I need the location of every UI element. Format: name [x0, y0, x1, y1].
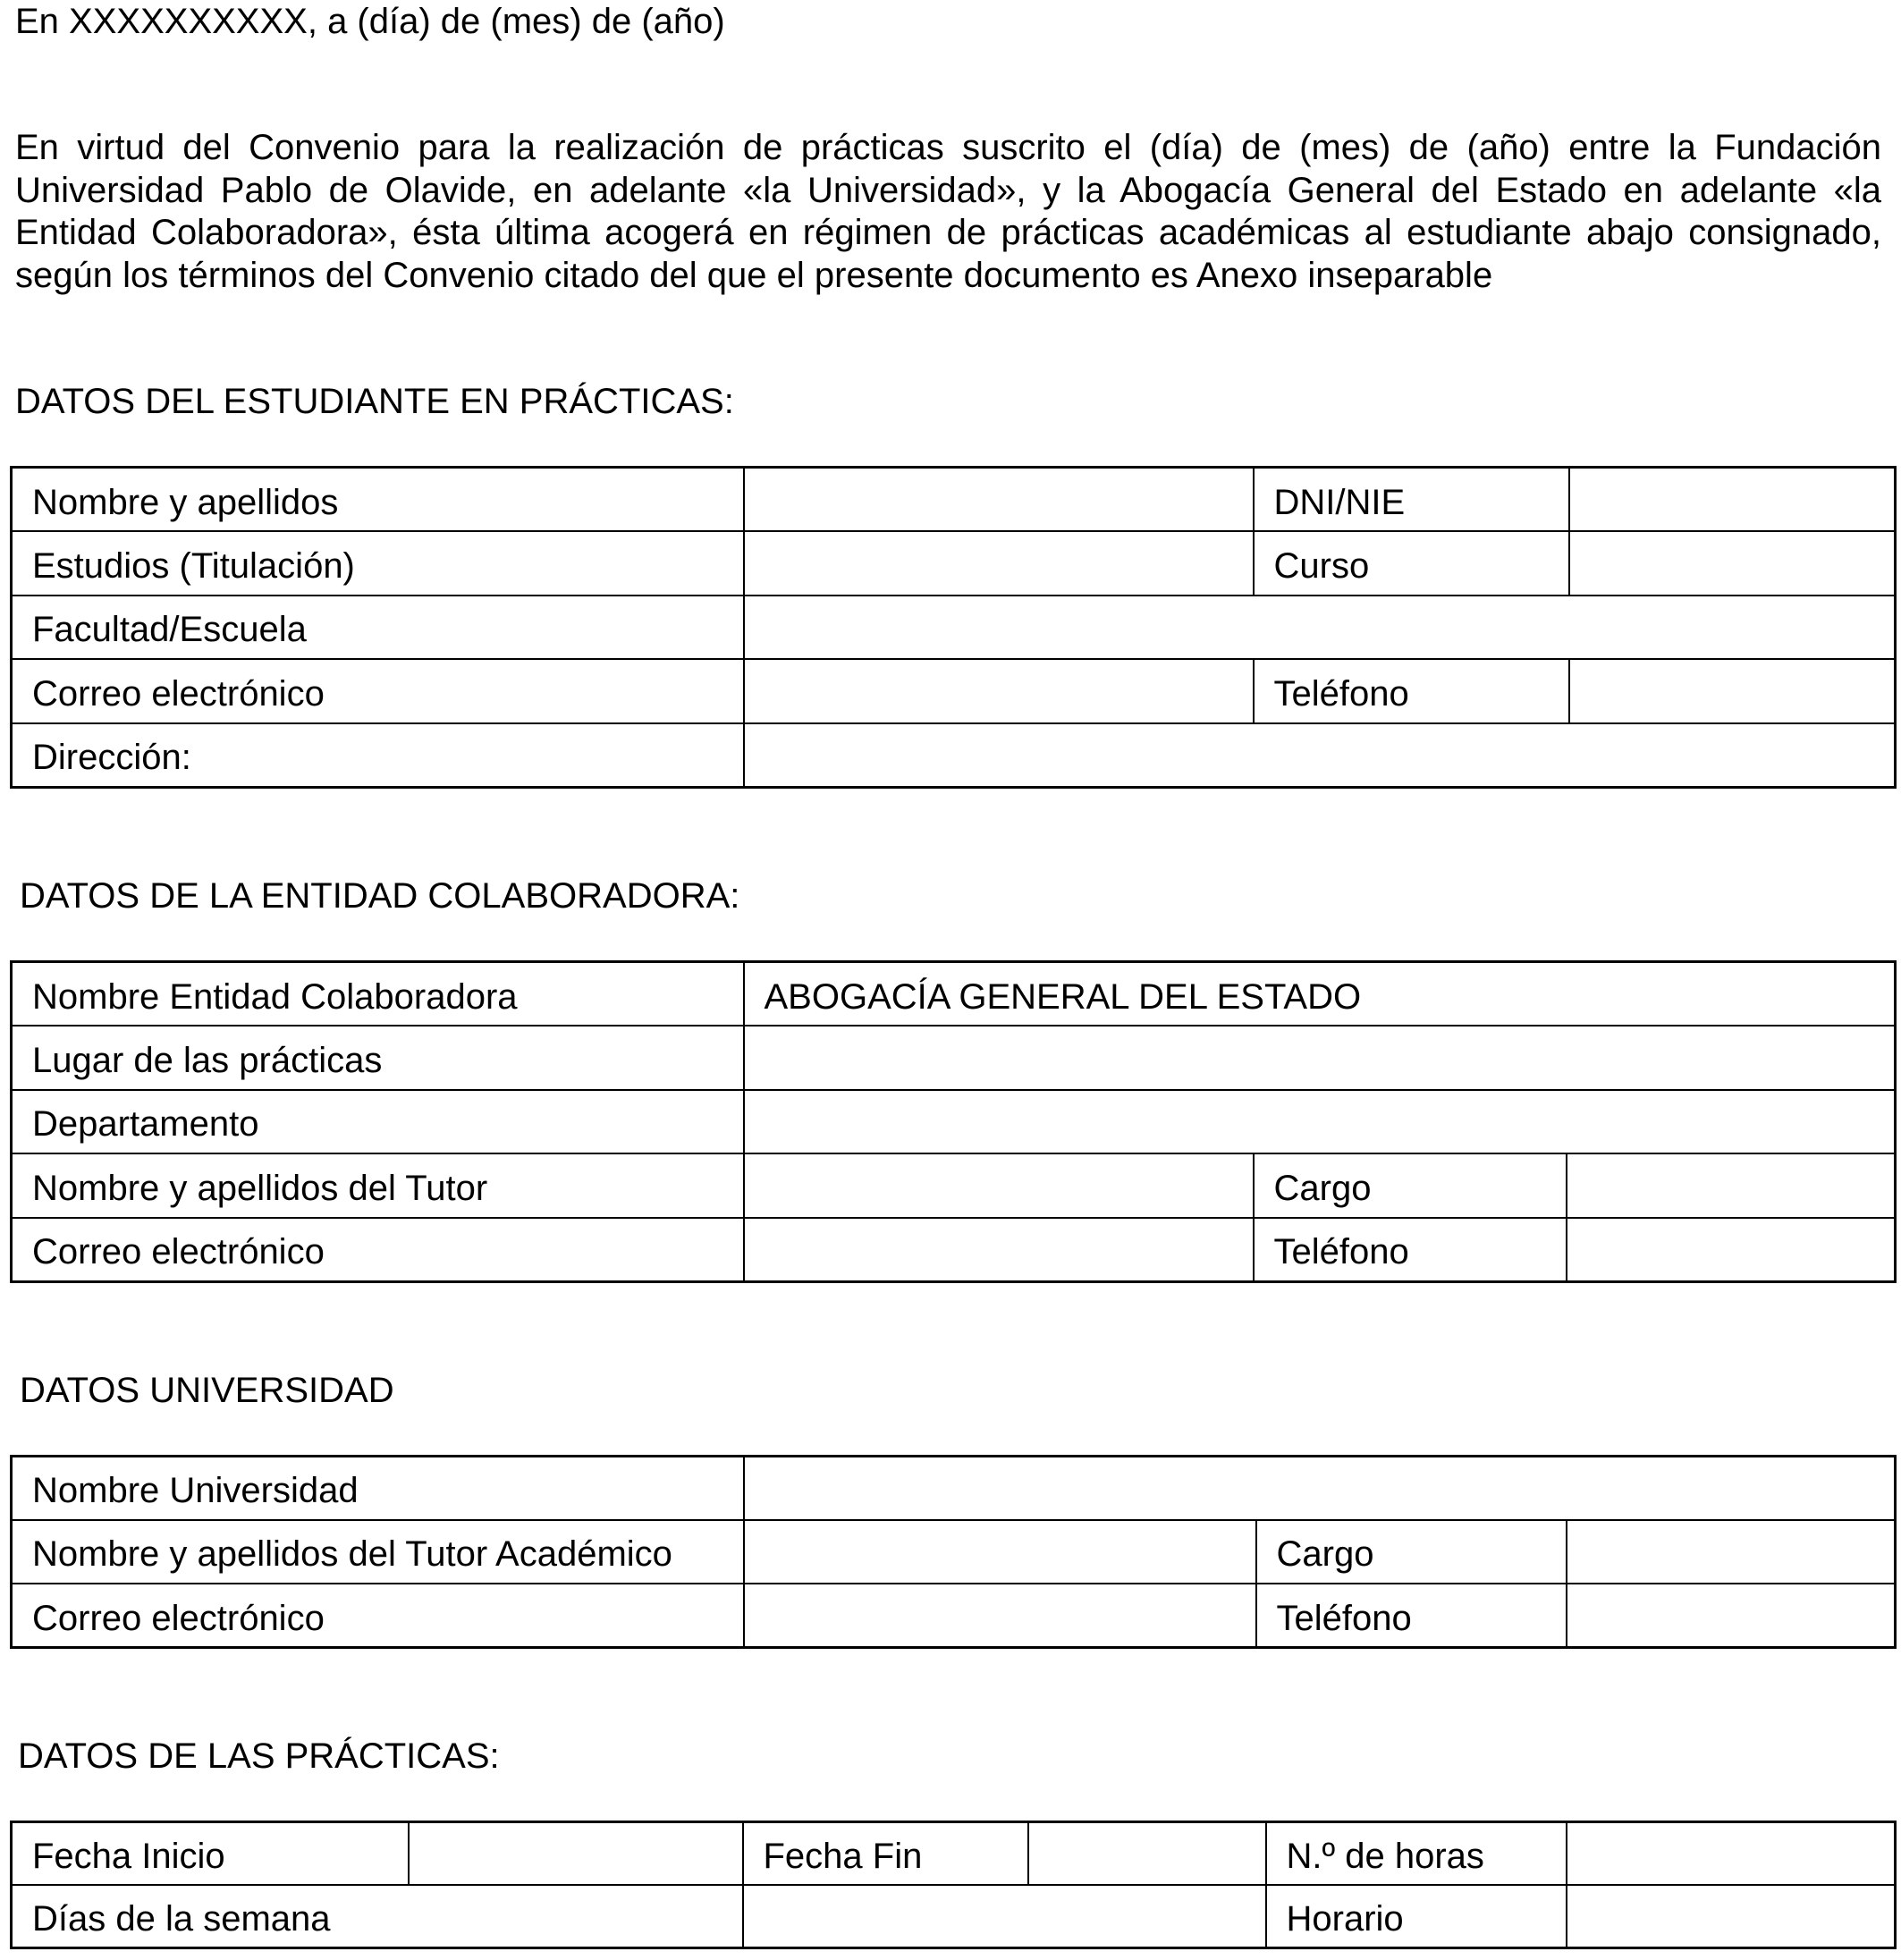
- table-row: [12, 1218, 1896, 1282]
- section-heading-practicas: DATOS DE LAS PRÁCTICAS:: [18, 1736, 500, 1776]
- place-date-line: En XXXXXXXXXX, a (día) de (mes) de (año): [15, 2, 725, 41]
- field-label: Teléfono: [1256, 1584, 1567, 1647]
- table-entidad: [10, 960, 1897, 1283]
- field-label: Cargo: [1254, 1153, 1567, 1218]
- field-label: Cargo: [1256, 1520, 1567, 1584]
- table-practicas: [10, 1821, 1897, 1949]
- field-value-cell[interactable]: [744, 596, 1896, 660]
- field-label: Días de la semana: [12, 1885, 743, 1948]
- field-value-cell[interactable]: [1567, 1218, 1896, 1282]
- field-label: Nombre Universidad: [12, 1457, 744, 1520]
- field-value-cell[interactable]: [743, 1885, 1266, 1948]
- table-row: [12, 468, 1896, 532]
- field-label: ABOGACÍA GENERAL DEL ESTADO: [744, 962, 1896, 1026]
- field-value-cell[interactable]: [1569, 531, 1896, 596]
- field-label: Correo electrónico: [12, 659, 744, 723]
- table-row: [12, 723, 1896, 788]
- table-row: [12, 659, 1896, 723]
- field-value-cell[interactable]: [744, 531, 1254, 596]
- field-label: Nombre y apellidos: [12, 468, 744, 532]
- table-row: [12, 1885, 1896, 1948]
- table-row: [12, 1026, 1896, 1090]
- field-label: Nombre Entidad Colaboradora: [12, 962, 744, 1026]
- field-value-cell[interactable]: [744, 1026, 1896, 1090]
- field-value-cell[interactable]: [744, 1090, 1896, 1154]
- field-value-cell[interactable]: [744, 1218, 1254, 1282]
- table-universidad: [10, 1455, 1897, 1649]
- field-value-cell[interactable]: [1028, 1822, 1266, 1886]
- field-label: Fecha Fin: [743, 1822, 1028, 1886]
- field-value-cell[interactable]: [744, 1153, 1254, 1218]
- field-value-cell[interactable]: [1567, 1822, 1896, 1886]
- field-value-cell[interactable]: [744, 1457, 1896, 1520]
- field-value-cell[interactable]: [744, 468, 1254, 532]
- field-label: Estudios (Titulación): [12, 531, 744, 596]
- field-label: N.º de horas: [1266, 1822, 1567, 1886]
- field-value-cell[interactable]: [1567, 1520, 1896, 1584]
- field-label: Lugar de las prácticas: [12, 1026, 744, 1090]
- field-label: Horario: [1266, 1885, 1567, 1948]
- field-label: Facultad/Escuela: [12, 596, 744, 660]
- table-row: [12, 1090, 1896, 1154]
- section-heading-estudiante: DATOS DEL ESTUDIANTE EN PRÁCTICAS:: [15, 382, 734, 421]
- field-value-cell[interactable]: [1567, 1153, 1896, 1218]
- field-value-cell[interactable]: [1569, 659, 1896, 723]
- field-label: Teléfono: [1254, 659, 1569, 723]
- field-label: DNI/NIE: [1254, 468, 1569, 532]
- section-heading-universidad: DATOS UNIVERSIDAD: [20, 1371, 394, 1410]
- field-value-cell[interactable]: [409, 1822, 743, 1886]
- field-value-cell[interactable]: [744, 659, 1254, 723]
- table-row: [12, 1822, 1896, 1886]
- table-row: [12, 1584, 1896, 1647]
- field-label: Nombre y apellidos del Tutor Académico: [12, 1520, 744, 1584]
- field-value-cell[interactable]: [1569, 468, 1896, 532]
- field-value-cell[interactable]: [744, 1520, 1256, 1584]
- table-row: [12, 1153, 1896, 1218]
- field-value-cell[interactable]: [1567, 1584, 1896, 1647]
- table-row: [12, 596, 1896, 660]
- field-label: Departamento: [12, 1090, 744, 1154]
- field-value-cell[interactable]: [1567, 1885, 1896, 1948]
- field-value-cell[interactable]: [744, 723, 1896, 788]
- intro-paragraph: En virtud del Convenio para la realización de prácticas suscrito el (día) de (mes) de (año) entre la Fundación Universidad Pablo de Olavide, en adelante «la Universidad», y la Abogacía General del Estado en adelante «la Entidad Colaboradora», ésta última acogerá en régimen de prácticas académicas al estudiante abajo consignado, según los términos del Convenio citado del que el presente documento es Anexo inseparable: [15, 128, 1881, 295]
- table-row: [12, 962, 1896, 1026]
- table-row: [12, 1457, 1896, 1520]
- field-label: Correo electrónico: [12, 1584, 744, 1647]
- field-label: Dirección:: [12, 723, 744, 788]
- table-row: [12, 531, 1896, 596]
- field-label: Teléfono: [1254, 1218, 1567, 1282]
- table-estudiante: [10, 466, 1897, 789]
- table-row: [12, 1520, 1896, 1584]
- field-label: Nombre y apellidos del Tutor: [12, 1153, 744, 1218]
- field-label: Fecha Inicio: [12, 1822, 409, 1886]
- field-value-cell[interactable]: [744, 1584, 1256, 1647]
- section-heading-entidad: DATOS DE LA ENTIDAD COLABORADORA:: [20, 876, 740, 916]
- field-label: Curso: [1254, 531, 1569, 596]
- field-label: Correo electrónico: [12, 1218, 744, 1282]
